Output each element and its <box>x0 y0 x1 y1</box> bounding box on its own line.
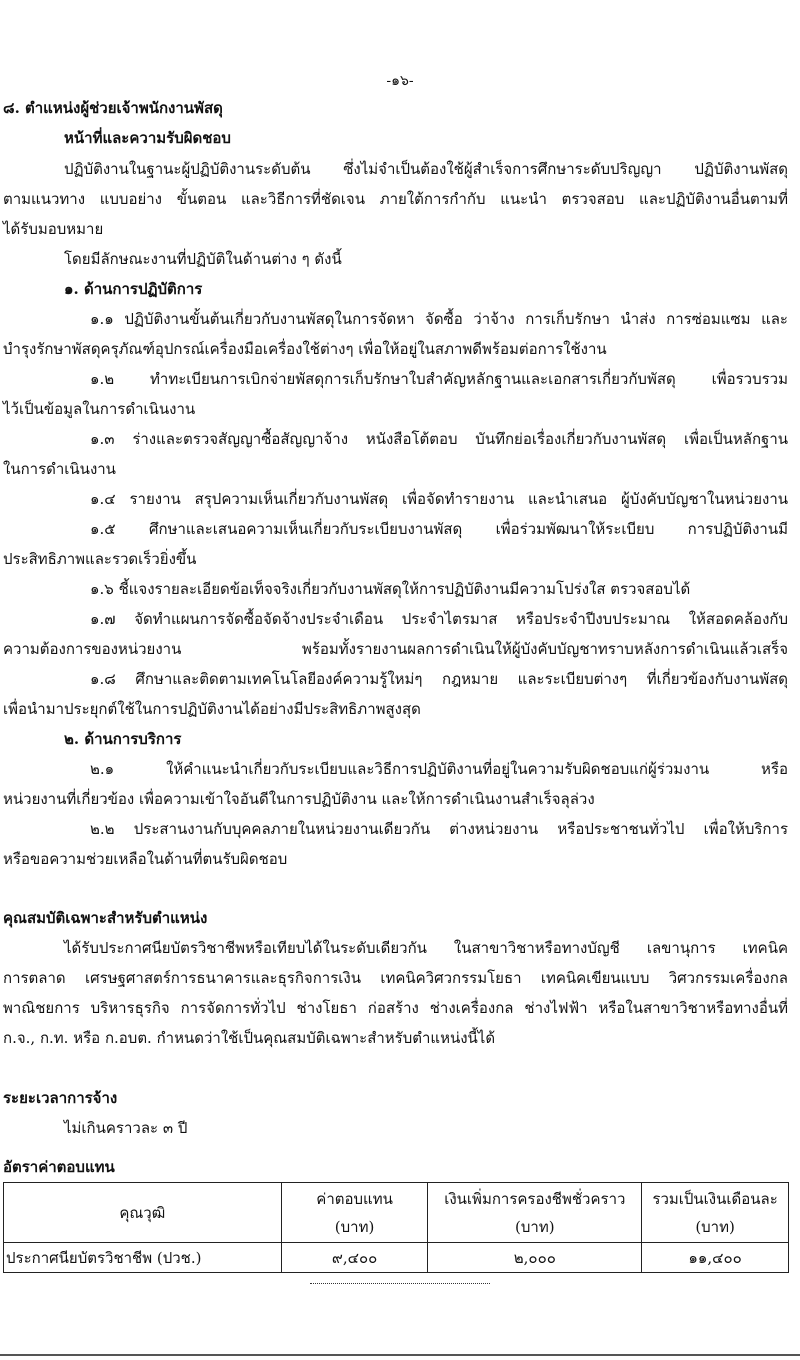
qualifications-line: พาณิชยการ บริหารธุรกิจ การจัดการทั่วไป ช่างโยธา ก่อสร้าง ช่างเครื่องกล ช่างไฟฟ้า หรือในสาขาวิชาหรือทางอื่นที่ <box>3 999 788 1017</box>
header-qualification: คุณวุฒิ <box>4 1183 282 1243</box>
duty-item-line: ๑.๖ ชี้แจงรายละเอียดข้อเท็จจริงเกี่ยวกับงานพัสดุให้การปฏิบัติงานมีความโปร่งใส ตรวจสอบได้ <box>90 580 691 598</box>
header-total <box>642 1183 789 1243</box>
duty-item-line: ประสิทธิภาพและรวดเร็วยิ่งขึ้น <box>3 550 197 568</box>
qualifications-title: คุณสมบัติเฉพาะสำหรับตำแหน่ง <box>3 909 208 927</box>
duty-item-line: ในการดำเนินงาน <box>3 460 116 478</box>
characteristics-line: โดยมีลักษณะงานที่ปฏิบัติในด้านต่าง ๆ ดังนี้ <box>64 250 342 268</box>
table-header-row <box>4 1183 789 1243</box>
section1-title: ๑. ด้านการปฏิบัติการ <box>64 280 203 298</box>
section2-title: ๒. ด้านการบริการ <box>64 730 182 748</box>
duty-item-line: ๑.๘ ศึกษาและติดตามเทคโนโลยีองค์ความรู้ใหม่ๆ กฎหมาย และระเบียบต่างๆ ที่เกี่ยวข้องกับงานพัสดุ <box>90 670 788 688</box>
duties-title: หน้าที่และความรับผิดชอบ <box>64 129 231 147</box>
service-item-line: ๒.๑ ให้คำแนะนำเกี่ยวกับระเบียบและวิธีการปฏิบัติงานที่อยู่ในความรับผิดชอบแก่ผู้ร่วมงาน หรือ <box>90 760 788 778</box>
service-item-line: หน่วยงานที่เกี่ยวข้อง เพื่อความเข้าใจอันดีในการปฏิบัติงาน และให้การดำเนินงานสำเร็จลุล่วง <box>3 790 595 808</box>
header-total-unit: (บาท) <box>695 1217 735 1236</box>
service-item-line: หรือขอความช่วยเหลือในด้านที่ตนรับผิดชอบ <box>3 850 288 868</box>
duty-item-line: เพื่อนำมาประยุกต์ใช้ในการปฏิบัติงานได้อย่างมีประสิทธิภาพสูงสุด <box>3 700 421 718</box>
intro-line: ได้รับมอบหมาย <box>3 220 104 238</box>
header-compensation-label: ค่าตอบแทน <box>316 1189 393 1208</box>
dotted-separator <box>310 1283 490 1284</box>
header-allowance-label: เงินเพิ่มการครองชีพชั่วคราว <box>444 1189 626 1208</box>
duty-item-line: ๑.๕ ศึกษาและเสนอความเห็นเกี่ยวกับระเบียบงานพัสดุ เพื่อร่วมพัฒนาให้ระเบียบ การปฏิบัติงานมี <box>90 520 788 538</box>
header-compensation <box>281 1183 428 1243</box>
header-allowance-unit: (บาท) <box>515 1217 555 1236</box>
duty-item-line: ๑.๗ จัดทำแผนการจัดซื้อจัดจ้างประจำเดือน ประจำไตรมาส หรือประจำปีงบประมาณ ให้สอดคล้องกับ <box>90 610 788 628</box>
duration-title: ระยะเวลาการจ้าง <box>3 1089 118 1107</box>
header-compensation-unit: (บาท) <box>334 1217 375 1236</box>
duty-item-line: ๑.๒ ทำทะเบียนการเบิกจ่ายพัสดุการเก็บรักษาใบสำคัญหลักฐานและเอกสารเกี่ยวกับพัสดุ เพื่อรวบรวม <box>90 370 788 388</box>
table-row <box>4 1243 789 1273</box>
duty-item-line: ความต้องการของหน่วยงาน พร้อมทั้งรายงานผลการดำเนินให้ผู้บังคับบัญชาทราบหลังการดำเนินแล้วเสร็จ <box>3 640 788 658</box>
header-allowance <box>428 1183 642 1243</box>
duration-text: ไม่เกินคราวละ ๓ ปี <box>64 1119 188 1137</box>
compensation-title: อัตราค่าตอบแทน <box>3 1158 115 1176</box>
position-heading: ๘. ตำแหน่งผู้ช่วยเจ้าพนักงานพัสดุ <box>3 99 223 117</box>
cell-total: ๑๑,๔๐๐ <box>642 1243 789 1273</box>
bottom-edge-rule <box>0 1354 800 1356</box>
duty-item-line: ๑.๑ ปฏิบัติงานขั้นต้นเกี่ยวกับงานพัสดุในการจัดหา จัดซื้อ ว่าจ้าง การเก็บรักษา นำส่ง การซ่อมแซม และ <box>90 310 788 328</box>
intro-line: ปฏิบัติงานในฐานะผู้ปฏิบัติงานระดับต้น ซึ่งไม่จำเป็นต้องใช้ผู้สำเร็จการศึกษาระดับปริญญา ปฏิบัติงานพัสดุ <box>64 160 788 178</box>
qualifications-line: ได้รับประกาศนียบัตรวิชาชีพหรือเทียบได้ในระดับเดียวกัน ในสาขาวิชาหรือทางบัญชี เลขานุการ เทคนิค <box>64 939 788 957</box>
qualifications-line: ก.จ., ก.ท. หรือ ก.อบต. กำหนดว่าใช้เป็นคุณสมบัติเฉพาะสำหรับตำแหน่งนี้ได้ <box>3 1029 496 1047</box>
service-item-line: ๒.๒ ประสานงานกับบุคคลภายในหน่วยงานเดียวกัน ต่างหน่วยงาน หรือประชาชนทั่วไป เพื่อให้บริการ <box>90 820 788 838</box>
intro-line: ตามแนวทาง แบบอย่าง ขั้นตอน และวิธีการที่ชัดเจน ภายใต้การกำกับ แนะนำ ตรวจสอบ และปฏิบัติงานอื่นตามที่ <box>3 190 788 208</box>
cell-qualification: ประกาศนียบัตรวิชาชีพ (ปวช.) <box>4 1243 282 1273</box>
duty-item-line: บำรุงรักษาพัสดุครุภัณฑ์อุปกรณ์เครื่องมือเครื่องใช้ต่างๆ เพื่อให้อยู่ในสภาพดีพร้อมต่อการใช้งาน <box>3 340 607 358</box>
duty-item-line: ๑.๓ ร่างและตรวจสัญญาซื้อสัญญาจ้าง หนังสือโต้ตอบ บันทึกย่อเรื่องเกี่ยวกับงานพัสดุ เพื่อเป็นหลักฐาน <box>90 430 788 448</box>
cell-allowance: ๒,๐๐๐ <box>428 1243 642 1273</box>
cell-compensation: ๙,๔๐๐ <box>281 1243 428 1273</box>
header-total-label: รวมเป็นเงินเดือนละ <box>652 1189 778 1208</box>
duty-item-line: ๑.๔ รายงาน สรุปความเห็นเกี่ยวกับงานพัสดุ เพื่อจัดทำรายงาน และนำเสนอ ผู้บังคับบัญชาในหน่วยงาน <box>90 490 788 508</box>
qualifications-line: การตลาด เศรษฐศาสตร์การธนาคารและธุรกิจการเงิน เทคนิควิศวกรรมโยธา เทคนิคเขียนแบบ วิศวกรรมเครื่องกล <box>3 969 788 987</box>
duty-item-line: ไว้เป็นข้อมูลในการดำเนินงาน <box>3 400 196 418</box>
compensation-table <box>3 1182 789 1273</box>
page-number: -๑๖- <box>386 73 414 89</box>
